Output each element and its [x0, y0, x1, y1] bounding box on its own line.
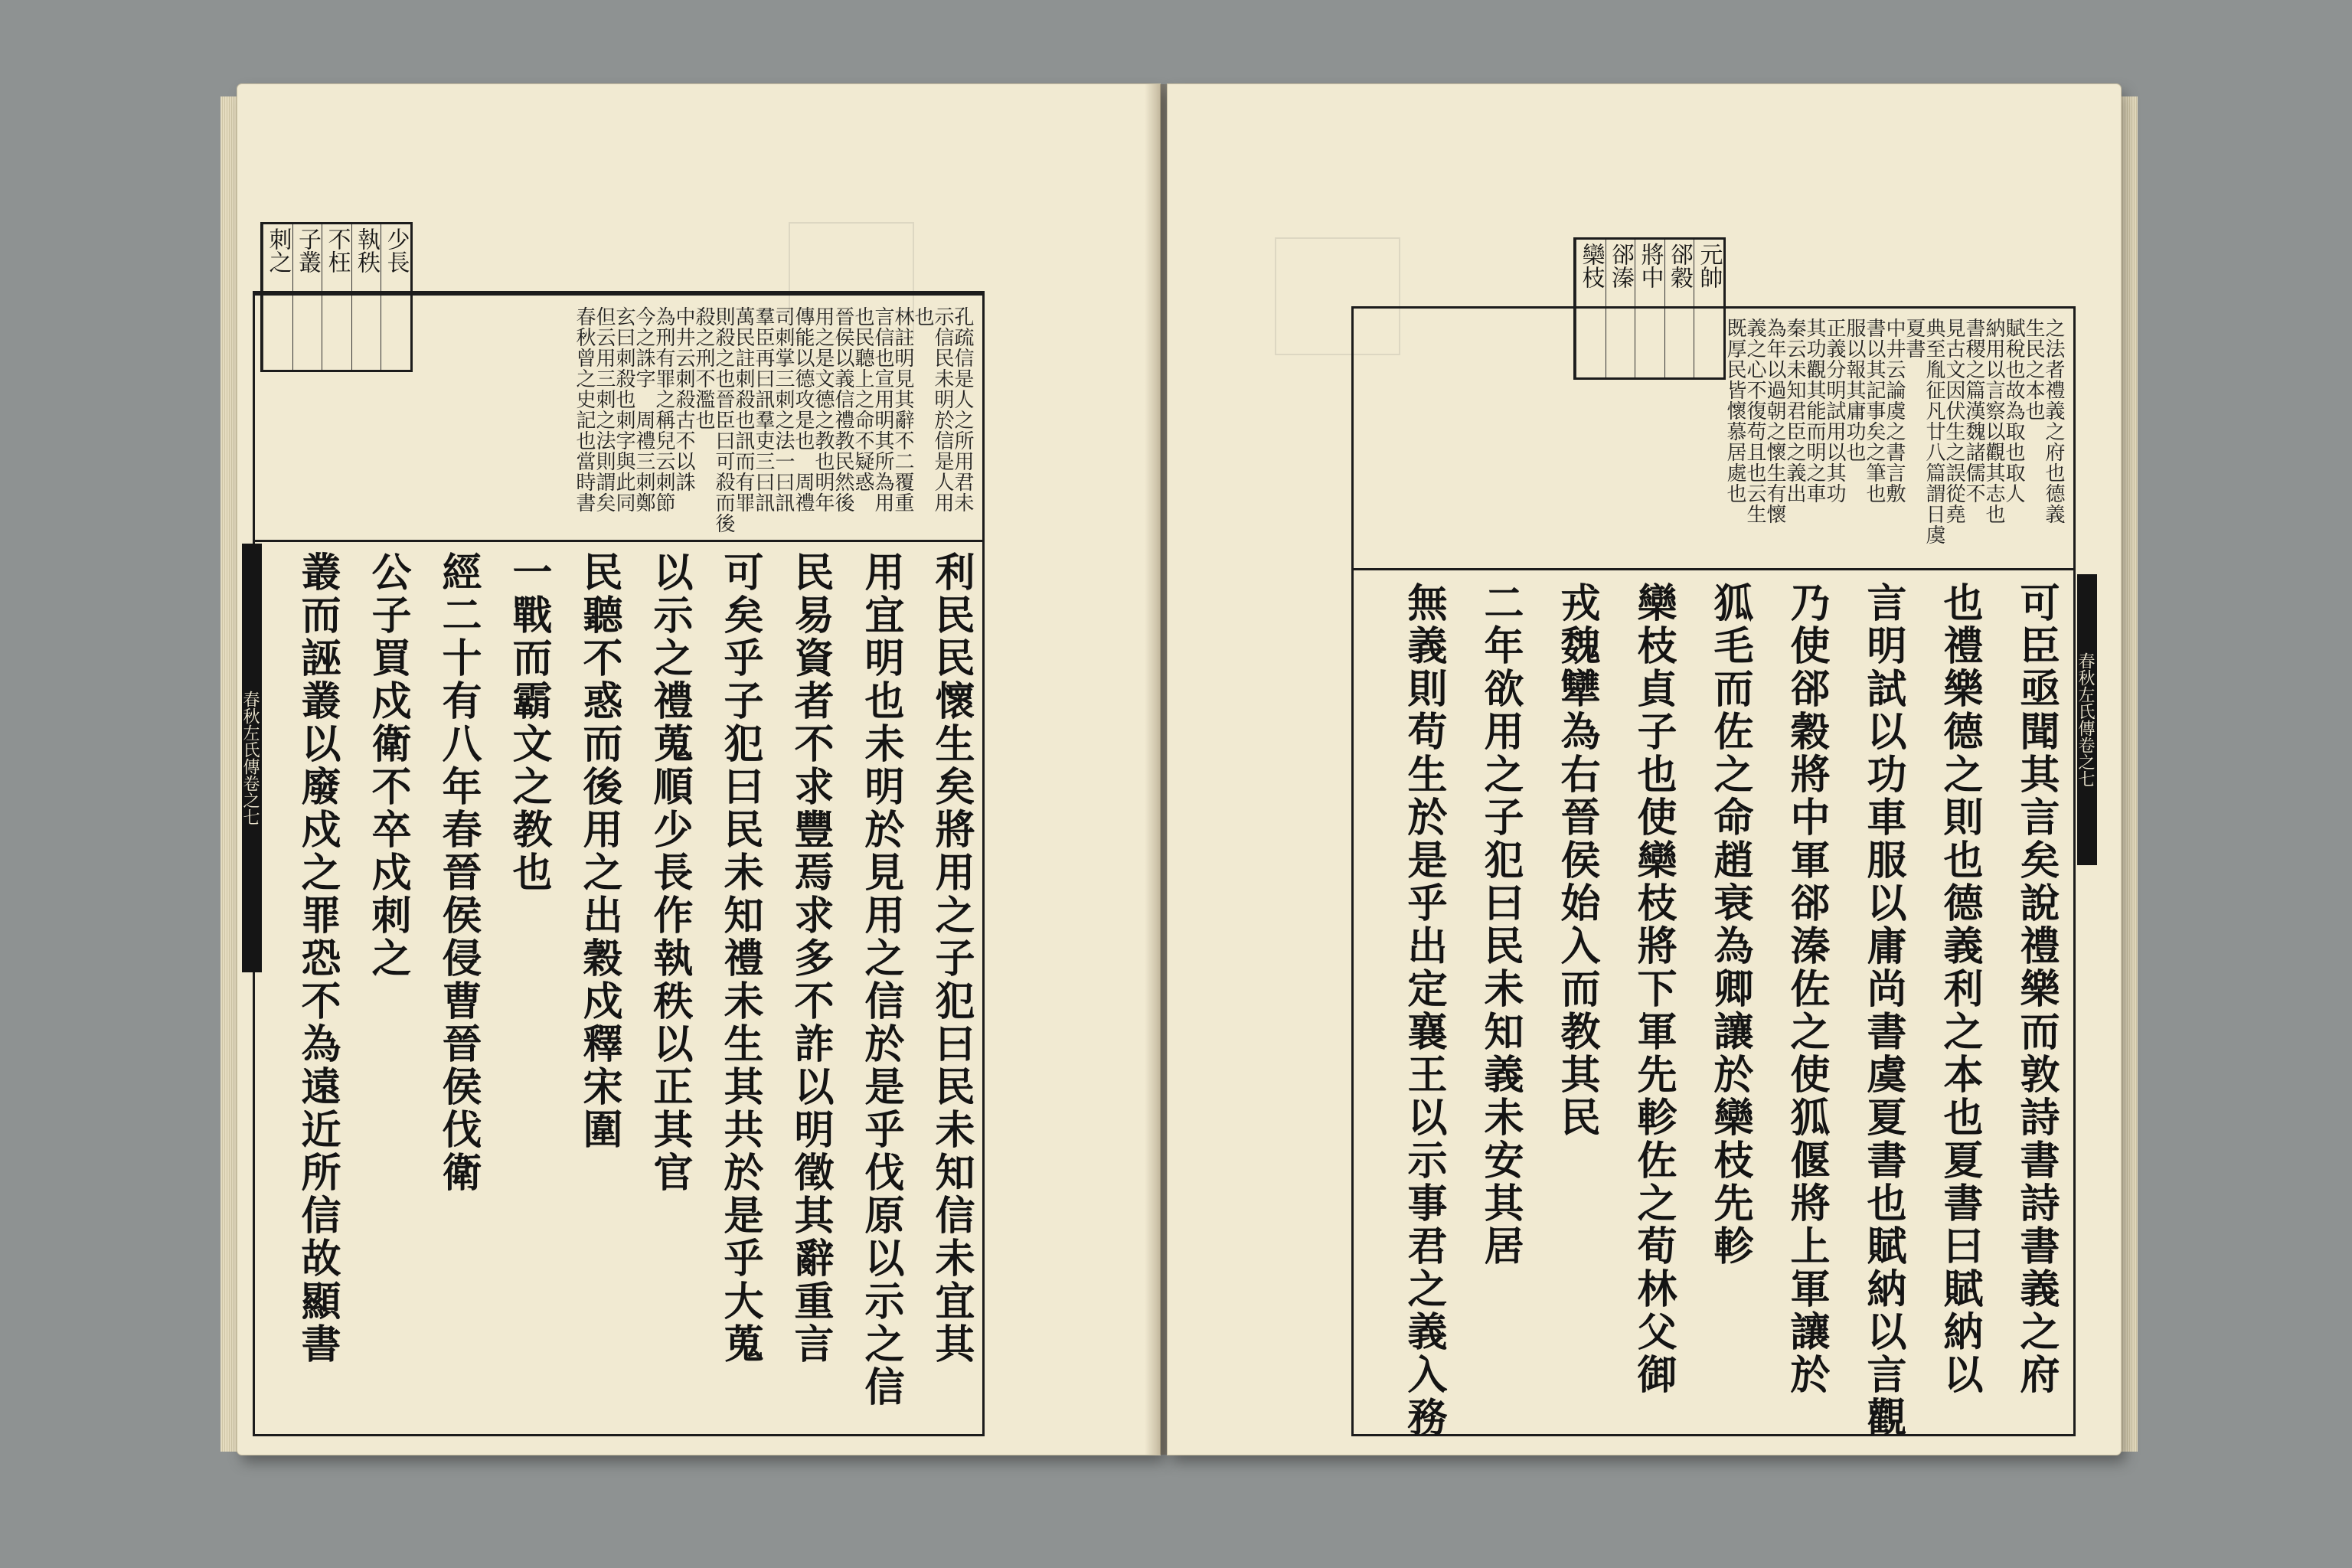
commentary-column: 春秋曾之史記也當時書 [573, 306, 596, 513]
commentary-column: 司刺掌三刺之法一曰訊 [772, 306, 795, 513]
main-text-column: 也禮樂德之則也德義利之本也夏書曰賦納以 [1936, 582, 1983, 1396]
commentary-column: 夏書 [1903, 318, 1926, 359]
commentary-column: 今之誅字 周禮三刺鄭 [632, 306, 655, 513]
gloss-item: 執秩 [351, 224, 381, 370]
commentary-column: 既厚民皆懷慕居處也 [1723, 318, 1746, 504]
gloss-item: 將中 [1635, 240, 1664, 377]
main-text-column: 以示之禮蒐順少長作執秩以正其官 [646, 551, 693, 1194]
main-text-column: 可臣亟聞其言矣說禮樂而敦詩書詩書義之府 [2013, 582, 2060, 1396]
main-text-column: 一戰而霸文之教也 [505, 551, 552, 894]
commentary-column: 林註明見其辭不二覆重 [891, 306, 914, 513]
main-text-column: 民易資者不求豐焉求多不詐以明徵其辭重言 [787, 551, 834, 1366]
commentary-column: 孔疏信是人之所用君未 [951, 306, 974, 513]
gloss-item: 不枉 [322, 224, 351, 370]
commentary-column: 秦云未知君臣之義出 [1783, 318, 1806, 504]
main-text-column: 民聽不惑而後用之出穀戍釋宋圍 [576, 551, 622, 1152]
commentary-column: 也民聽上之命不疑惑 [851, 306, 874, 492]
commentary-column: 則殺之也晉臣曰可殺而後 [712, 306, 735, 534]
commentary-column: 玄曰刺殺也刺字與此同 [612, 306, 635, 513]
commentary-column: 用之是文德之教也明年 [812, 306, 835, 513]
gloss-item: 少長 [381, 224, 410, 370]
left-page [237, 84, 1160, 1455]
commentary-column: 典至胤征凡廿八篇謂日虞 [1922, 318, 1945, 545]
commentary-column: 正義分明試用以其功 [1823, 318, 1846, 504]
commentary-column: 書稷之篇漢魏諸儒不 [1962, 318, 1985, 504]
commentary-column: 為年以過朝之懷生有懷 [1763, 318, 1786, 524]
main-text-column: 狐毛而佐之命趙衰為卿讓於欒枝先軫 [1707, 582, 1753, 1268]
commentary-column: 中井云論虞之書言敷 [1883, 318, 1906, 504]
main-text-column: 無義則苟生於是乎出定襄王以示事君之義入務 [1400, 582, 1447, 1439]
gloss-item: 元帥 [1694, 240, 1723, 377]
main-text-column: 乃使郤穀將中軍郤溱佐之使狐偃將上軍讓於 [1783, 582, 1830, 1396]
main-text-column: 欒枝貞子也使欒枝將下軍先軫佐之荀林父御 [1630, 582, 1677, 1396]
gloss-item: 郤溱 [1606, 240, 1635, 377]
volume-title-tab: 春秋左氏傳卷之七 [2077, 574, 2097, 865]
commentary-column: 示信民未明於信是人用 [931, 306, 954, 513]
commentary-column: 傳能以德攻是也 周禮 [792, 306, 815, 513]
main-text-column: 戎魏犫為右晉侯始入而教其民 [1553, 582, 1600, 1139]
main-text-column: 公子買戍衛不卒戍刺之 [364, 551, 411, 980]
commentary-column: 其功觀其能而明之車 [1803, 318, 1826, 504]
gloss-item: 郤穀 [1664, 240, 1694, 377]
commentary-column: 生民之本也 [2022, 318, 2045, 421]
commentary-column: 言信也宣用明其所為用 [871, 306, 894, 513]
left-commentary-columns [260, 306, 972, 536]
main-text-column: 利民民懷生矣將用之子犯曰民未知信未宜其 [928, 551, 975, 1366]
volume-title-tab: 春秋左氏傳卷之七 [242, 544, 262, 972]
right-page-edges [2121, 96, 2138, 1452]
commentary-column: 賦稅也故為取也取人 [2002, 318, 2025, 504]
gloss-item: 欒枝 [1576, 240, 1606, 377]
main-text-column: 用宜明也未明於見用之信於是乎伐原以示之信 [858, 551, 904, 1409]
commentary-column: 萬民註刺殺也訊而有罪 [732, 306, 755, 513]
gloss-item: 刺之 [263, 224, 292, 370]
commentary-column: 書以其記事矣之筆也 [1863, 318, 1886, 504]
right-commentary-columns [1359, 318, 2063, 563]
commentary-column: 義之心不復苟且也云生 [1743, 318, 1766, 524]
main-text-column: 經二十有八年春晉侯侵曹晉侯伐衛 [435, 551, 482, 1194]
left-commentary-divider [253, 540, 985, 542]
main-text-column: 言明試以功車服以庸尚書虞夏書也賦納以言觀 [1860, 582, 1906, 1439]
commentary-column: 晉侯以義信禮教民然後 [831, 306, 854, 513]
commentary-column: 服以報其庸功也 [1843, 318, 1866, 462]
commentary-column: 也 [911, 306, 934, 327]
commentary-column: 羣臣再曰訊羣吏三曰訊 [752, 306, 775, 513]
left-page-edges [220, 96, 237, 1452]
commentary-column: 為刑有罪之稱兒云刺節 [652, 306, 675, 513]
right-commentary-divider [1351, 568, 2076, 570]
commentary-column: 但云用三刺之法則謂矣 [593, 306, 616, 513]
right-main-text-columns [1367, 582, 2060, 1439]
gloss-item: 子叢 [292, 224, 322, 370]
commentary-column: 見古文因伏生之誤從堯 [1942, 318, 1965, 524]
commentary-column: 之法者禮義之府也德義 [2042, 318, 2065, 524]
main-text-column: 叢而誣叢以廢戍之罪恐不為遠近所信故顯書 [294, 551, 341, 1366]
commentary-column: 中井云刺殺古不以誅 [672, 306, 695, 492]
left-main-text-columns [266, 551, 975, 1424]
main-text-column: 可矣乎子犯曰民未知禮未生其共於是乎大蒐 [717, 551, 763, 1366]
commentary-column: 殺之刑不濫也 [692, 306, 715, 430]
commentary-column: 納用以言察以觀其志也 [1982, 318, 2005, 524]
main-text-column: 二年欲用之子犯曰民未知義未安其居 [1477, 582, 1524, 1268]
right-page [1168, 84, 2121, 1455]
open-book [230, 84, 2128, 1470]
